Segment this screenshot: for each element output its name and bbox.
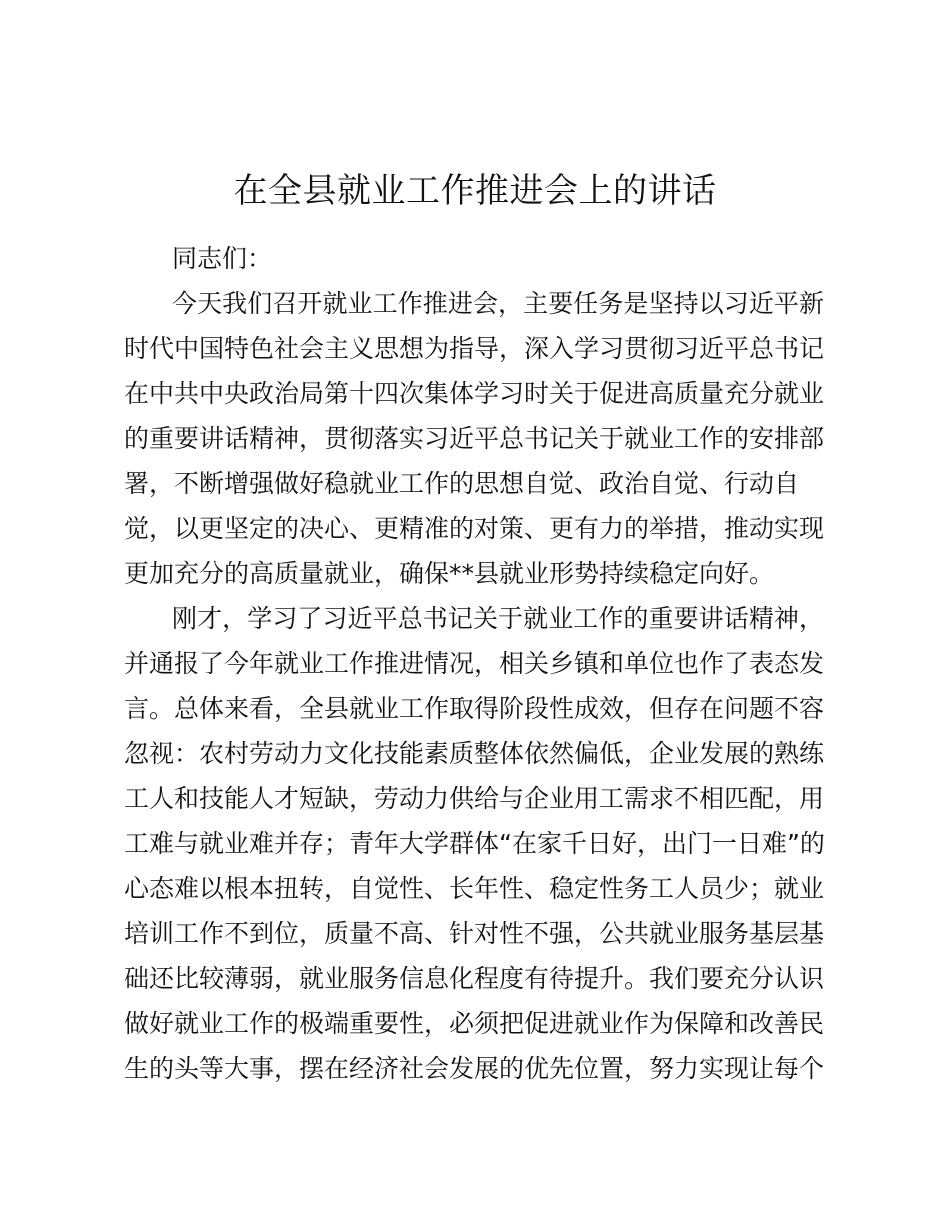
paragraph-2-line: 言。总体来看，全县就业工作取得阶段性成效，但存在问题不容 xyxy=(124,694,825,723)
paragraph-2-line: 生的头等大事，摆在经济社会发展的优先位置，努力实现让每个 xyxy=(124,1054,825,1083)
paragraph-1-line: 署，不断增强做好稳就业工作的思想自觉、政治自觉、行动自 xyxy=(124,469,800,498)
paragraph-1-line: 今天我们召开就业工作推进会，主要任务是坚持以习近平新 xyxy=(172,289,824,318)
paragraph-2-line: 忽视：农村劳动力文化技能素质整体依然偏低，企业发展的熟练 xyxy=(124,739,825,768)
paragraph-2-line: 工难与就业难并存；青年大学群体“在家千日好，出门一日难”的 xyxy=(124,829,825,858)
paragraph-2-line: 心态难以根本扭转，自觉性、长年性、稳定性务工人员少；就业 xyxy=(124,874,825,903)
paragraph-1-line: 的重要讲话精神，贯彻落实习近平总书记关于就业工作的安排部 xyxy=(124,424,825,453)
paragraph-2-line: 培训工作不到位，质量不高、针对性不强，公共就业服务基层基 xyxy=(124,919,825,948)
paragraph-1-line: 觉，以更坚定的决心、更精准的对策、更有力的举措，推动实现 xyxy=(124,514,825,543)
paragraph-1-line: 更加充分的高质量就业，确保**县就业形势持续稳定向好。 xyxy=(124,559,775,588)
paragraph-1-line: 在中共中央政治局第十四次集体学习时关于促进高质量充分就业 xyxy=(124,379,825,408)
paragraph-2-line: 并通报了今年就业工作推进情况，相关乡镇和单位也作了表态发 xyxy=(124,649,825,678)
paragraph-1-line: 时代中国特色社会主义思想为指导，深入学习贯彻习近平总书记 xyxy=(124,334,825,363)
paragraph-2-line: 工人和技能人才短缺，劳动力供给与企业用工需求不相匹配，用 xyxy=(124,784,825,813)
paragraph-2-line: 做好就业工作的极端重要性，必须把促进就业作为保障和改善民 xyxy=(124,1009,825,1038)
paragraph-2-line: 刚才，学习了习近平总书记关于就业工作的重要讲话精神， xyxy=(172,604,824,633)
paragraph-2-line: 础还比较薄弱，就业服务信息化程度有待提升。我们要充分认识 xyxy=(124,964,825,993)
salutation: 同志们： xyxy=(172,244,273,273)
document-body xyxy=(124,236,824,1091)
page-title: 在全县就业工作推进会上的讲话 xyxy=(233,171,717,211)
